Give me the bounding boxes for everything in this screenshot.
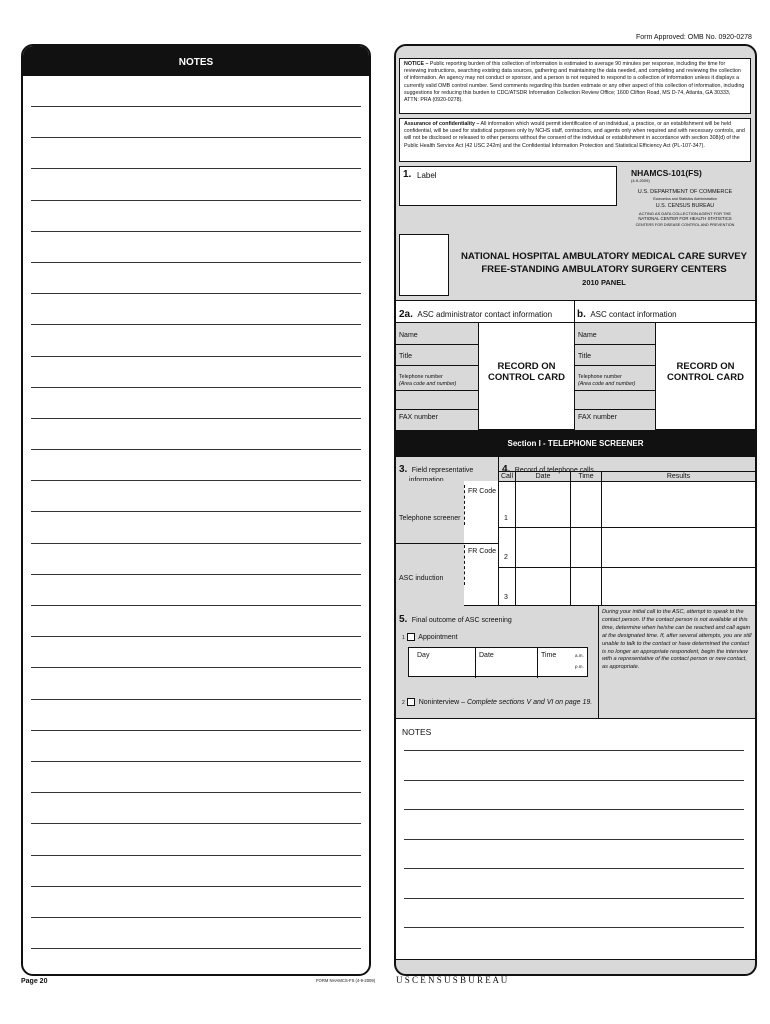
notes-box-line[interactable] — [404, 750, 744, 751]
assurance-label: Assurance of confidentiality – — [404, 121, 480, 127]
notes-box[interactable] — [396, 718, 755, 960]
label-field[interactable] — [399, 166, 617, 206]
noninterview-checkbox[interactable] — [407, 698, 415, 706]
assurance-text: All information which would permit identification of an individual, a practice, or an establishment will be held confidential, will be used for statistical purposes only by NCHS staff, contractors, and agents only when required and with necessary controls, and will not be disclosed or released to other persons without the consent of the individual or establishment in accordance with section 308(d) of the Public Health Service Act (42 USC 242m) and the Confidential Information Protection and Statistical Efficiency Act (PL-107-347). — [404, 121, 745, 149]
admin-phone-label: Telephone number — [399, 374, 443, 380]
left-notes-lines — [31, 106, 361, 976]
call-row-3: 3 — [504, 594, 508, 601]
notes-line[interactable] — [31, 636, 361, 637]
call-row-2: 2 — [504, 554, 508, 561]
calls-header: 4. Record of telephone calls — [502, 464, 594, 475]
asc-phone-label: Telephone number — [578, 374, 622, 380]
dept-commerce: U.S. DEPARTMENT OF COMMERCE — [637, 189, 733, 195]
census-footer: U S C E N S U S B U R E A U — [396, 975, 508, 985]
notes-line[interactable] — [31, 168, 361, 169]
telephone-screener-label: Telephone screener — [399, 515, 461, 522]
admin-record-on-control-card: RECORD ON CONTROL CARD — [488, 361, 565, 383]
notes-line[interactable] — [31, 699, 361, 700]
form-id: NHAMCS-101(FS) — [631, 168, 702, 178]
outcome-header: 5. Final outcome of ASC screening — [399, 614, 512, 625]
admin-contact-header: 2a. ASC administrator contact information — [399, 309, 553, 320]
admin-phone-sub: (Area code and number) — [399, 381, 457, 387]
appt-day: Day — [417, 652, 430, 659]
notes-line[interactable] — [31, 137, 361, 138]
notes-line[interactable] — [31, 293, 361, 294]
appointment-grid — [408, 647, 588, 677]
notes-line[interactable] — [31, 886, 361, 887]
asc-title-label: Title — [578, 353, 591, 360]
notes-box-line[interactable] — [404, 780, 744, 781]
left-notes-panel — [21, 44, 371, 976]
notes-box-line[interactable] — [404, 927, 744, 928]
notes-line[interactable] — [31, 605, 361, 606]
notes-line[interactable] — [31, 106, 361, 107]
fr-code-2: FR Code — [468, 548, 497, 555]
appt-pm: p.m. — [575, 664, 584, 669]
notes-line[interactable] — [31, 356, 361, 357]
cdc: CENTERS FOR DISEASE CONTROL AND PREVENTION — [635, 223, 735, 227]
outcome-section — [396, 606, 755, 718]
assurance-box — [399, 118, 751, 162]
screener-section — [396, 456, 755, 606]
asc-record-on-control-card: RECORD ON CONTROL CARD — [667, 361, 744, 383]
notes-line[interactable] — [31, 418, 361, 419]
col-date: Date — [535, 473, 551, 480]
notes-line[interactable] — [31, 449, 361, 450]
notes-line[interactable] — [31, 792, 361, 793]
col-results: Results — [666, 473, 691, 480]
form-panel — [394, 44, 757, 976]
asc-fax-label: FAX number — [578, 414, 617, 421]
contact-section — [396, 300, 755, 430]
notes-line[interactable] — [31, 917, 361, 918]
notes-line[interactable] — [31, 511, 361, 512]
admin-title-label: Title — [399, 353, 412, 360]
appt-date: Date — [479, 652, 494, 659]
notes-box-line[interactable] — [404, 809, 744, 810]
appt-am: a.m. — [575, 653, 584, 658]
acting-agent: ACTING AS DATA COLLECTION AGENT FOR THE — [638, 211, 732, 216]
asc-name-label: Name — [578, 332, 597, 339]
left-notes-title: NOTES — [23, 46, 369, 76]
label-sticker-box — [399, 234, 449, 296]
col-time: Time — [578, 473, 594, 480]
asc-induction-label: ASC induction — [399, 575, 444, 582]
notes-line[interactable] — [31, 324, 361, 325]
asc-contact-header: b. ASC contact information — [577, 309, 677, 320]
agency-block — [617, 168, 753, 227]
notice-label: NOTICE – — [404, 61, 429, 67]
label-text: Label — [417, 171, 437, 180]
notes-line[interactable] — [31, 948, 361, 949]
econ-admin: Economics and Statistics Administration — [653, 197, 717, 201]
notes-line[interactable] — [31, 480, 361, 481]
notes-line[interactable] — [31, 823, 361, 824]
label-number: 1. — [403, 169, 412, 180]
notes-line[interactable] — [31, 200, 361, 201]
field-rep-header: 3. Field representative — [399, 464, 474, 475]
notes-line[interactable] — [31, 667, 361, 668]
survey-title-line1: NATIONAL HOSPITAL AMBULATORY MEDICAL CARE SURVEY — [460, 251, 748, 262]
census-bureau: U.S. CENSUS BUREAU — [655, 203, 715, 209]
notice-text: Public reporting burden of this collection of information is estimated to average 90 minutes per response, including the time for reviewing instructions, searching existing data sources, gathering and maintaining the data needed, and completing and reviewing the collection of information. An agency may not conduct or sponsor, and a person is not required to respond to a collection of information unless it displays a currently valid OMB control number. Send comments regarding this burden estimate or any other aspect of this collection of information, including suggestions for reducing this burden to CDC/ATSDR Information Collection Review Office; 1600 Clifton Road, MS D-74, Atlanta, GA 30333, ATTN: PRA (0920-0278). — [404, 61, 745, 104]
notes-line[interactable] — [31, 761, 361, 762]
admin-name-label: Name — [399, 332, 418, 339]
appt-time: Time — [541, 652, 557, 659]
notes-box-line[interactable] — [404, 839, 744, 840]
admin-fax-label: FAX number — [399, 414, 438, 421]
asc-phone-sub: (Area code and number) — [578, 381, 636, 387]
nchs: NATIONAL CENTER FOR HEALTH STATISTICS — [638, 216, 732, 221]
notes-box-lines — [404, 750, 744, 957]
outcome-noninterview[interactable]: 2 Noninterview – Complete sections V and VI on page 19. — [402, 698, 593, 706]
notice-box — [399, 58, 751, 114]
notes-line[interactable] — [31, 855, 361, 856]
notes-line[interactable] — [31, 387, 361, 388]
notes-line[interactable] — [31, 231, 361, 232]
omb-approval: Form Approved: OMB No. 0920-0278 — [636, 34, 752, 41]
form-date: (4-9-2009) — [631, 178, 650, 183]
appointment-checkbox[interactable] — [407, 633, 415, 641]
call-row-1: 1 — [504, 515, 508, 522]
form-footer-id: FORM NHAMCS-FS (4-9-2009) — [316, 978, 376, 983]
survey-title-line2: FREE-STANDING AMBULATORY SURGERY CENTERS — [481, 264, 727, 275]
notes-line[interactable] — [31, 262, 361, 263]
notes-box-line[interactable] — [404, 868, 744, 869]
notes-line[interactable] — [31, 730, 361, 731]
section1-header: Section I - TELEPHONE SCREENER — [396, 430, 755, 456]
col-call: Call — [500, 473, 514, 480]
survey-title-line3: 2010 PANEL — [582, 278, 626, 287]
notes-line[interactable] — [31, 574, 361, 575]
notes-box-line[interactable] — [404, 898, 744, 899]
outcome-appointment[interactable]: 1 Appointment — [402, 633, 458, 641]
fr-code-1: FR Code — [468, 488, 497, 495]
outcome-instruction: During your initial call to the ASC, attempt to speak to the contact person. If the contact person is not available at this time, determine when he/she can be reached and call again at the designated time. If, after several attempts, you are still unable to talk to the contact or have determined the contact is no longer an appropriate respondent, begin the interview with a representative of the contact person or new contact, as appropriate. — [602, 609, 752, 671]
page-number: Page 20 — [21, 978, 48, 985]
survey-title — [456, 251, 752, 287]
notes-box-label: NOTES — [402, 727, 432, 737]
notes-line[interactable] — [31, 543, 361, 544]
